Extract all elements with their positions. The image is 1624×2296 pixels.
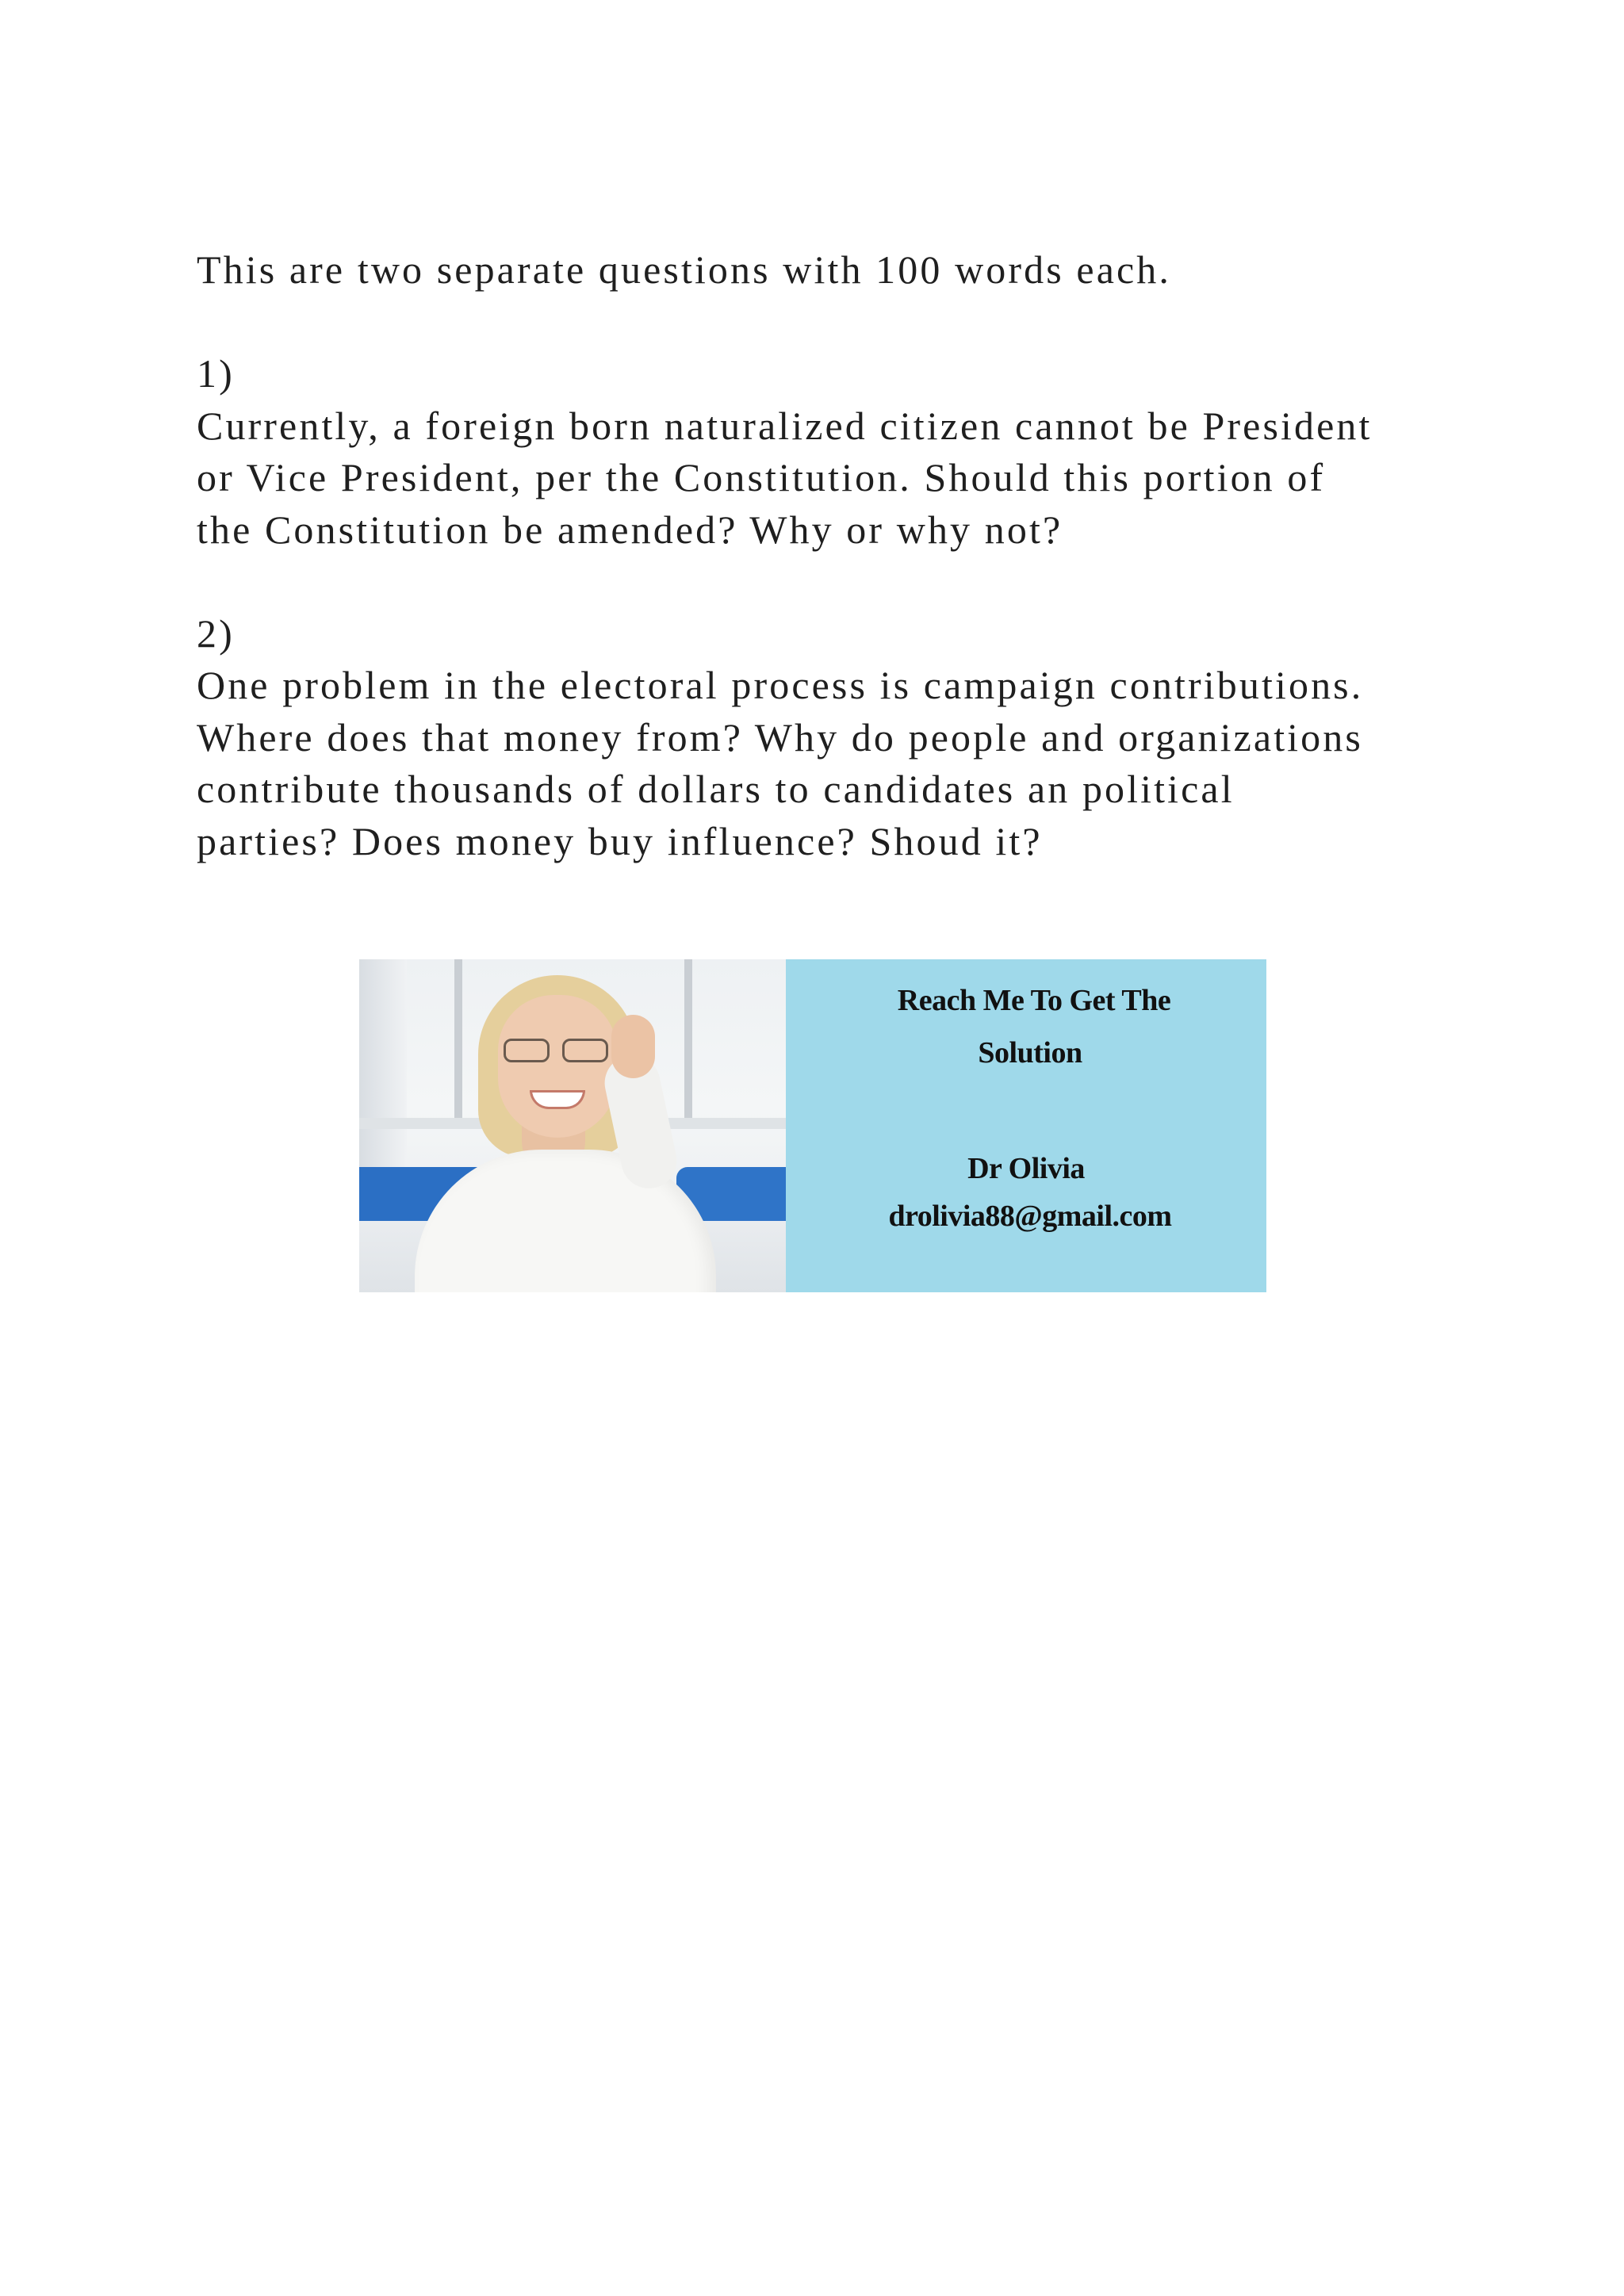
contact-email: drolivia88@gmail.com	[888, 1200, 1172, 1233]
glasses-icon	[504, 1039, 615, 1066]
banner-heading-line-1: Reach Me To Get The	[897, 984, 1171, 1017]
question-2-line: One problem in the electoral process is campaign contributions.	[197, 663, 1364, 707]
question-2-number: 2)	[197, 610, 235, 656]
question-2-line: Where does that money from? Why do people and organizations	[197, 714, 1363, 760]
contact-banner	[359, 959, 1266, 1292]
question-2-line: contribute thousands of dollars to candidates an political	[197, 767, 1235, 811]
question-1-number: 1)	[197, 351, 235, 396]
question-1-line: or Vice President, per the Constitution. Should this portion of	[197, 455, 1326, 499]
question-2-line: parties? Does money buy influence? Shoud it?	[197, 818, 1043, 863]
question-text	[197, 244, 1450, 867]
intro-line: This are two separate questions with 100 words each.	[197, 247, 1171, 292]
contact-info-panel	[786, 959, 1266, 1292]
question-1-line: Currently, a foreign born naturalized citizen cannot be President	[197, 403, 1373, 448]
woman-photo	[359, 959, 786, 1292]
question-1-line: the Constitution be amended? Why or why not?	[197, 507, 1063, 552]
banner-heading-line-2: Solution	[978, 1036, 1082, 1070]
contact-name: Dr Olivia	[967, 1152, 1085, 1185]
